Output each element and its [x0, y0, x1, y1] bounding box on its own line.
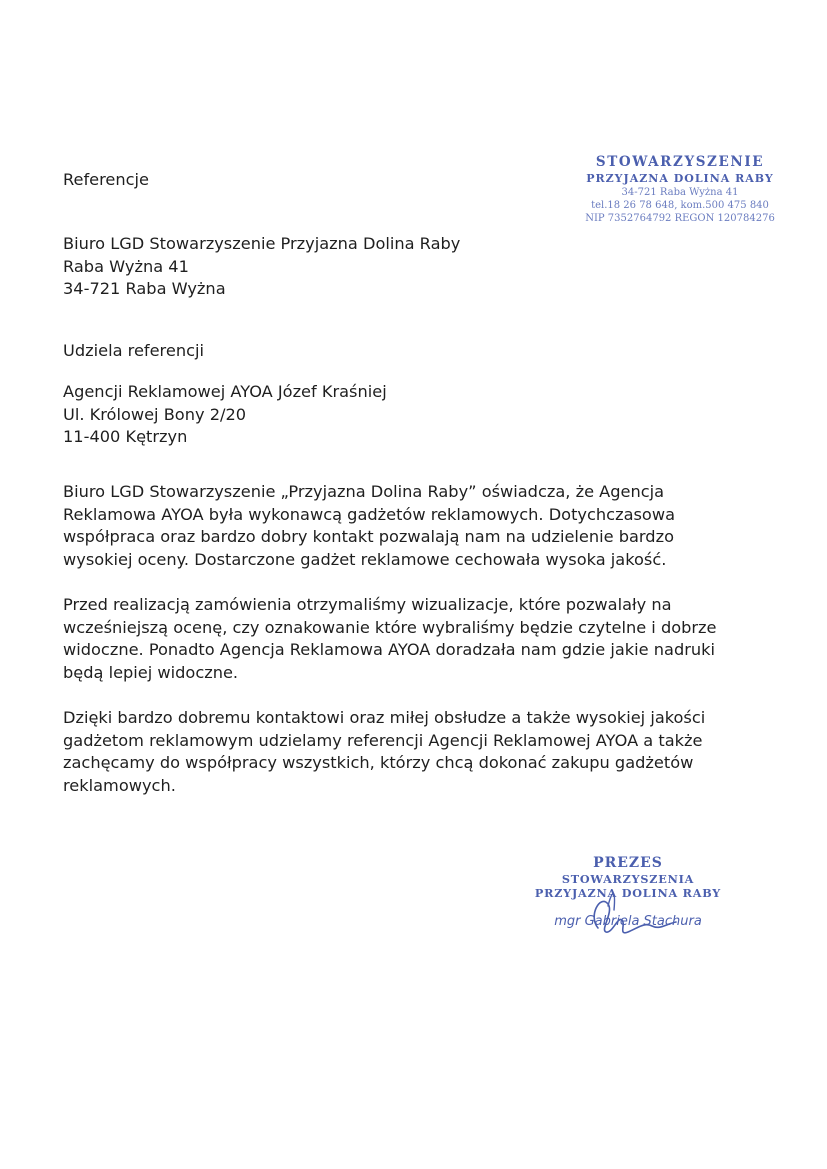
- document-title: Referencje: [63, 170, 150, 189]
- paragraph-line: współpraca oraz bardzo dobry kontakt pozwalają nam na udzielenie bardzo: [63, 527, 674, 546]
- stamp-line-3: 34-721 Raba Wyżna 41: [621, 187, 739, 198]
- recipient-city: 11-400 Kętrzyn: [63, 427, 188, 446]
- recipient-street: Ul. Królowej Bony 2/20: [63, 404, 247, 424]
- paragraph-line: zachęcamy do współpracy wszystkich, którzy chcą dokonać zakupu gadżetów: [63, 753, 694, 772]
- paragraph-1: [63, 481, 723, 571]
- issuer-city: 34-721 Raba Wyżna: [63, 279, 226, 298]
- stamp-line-5: NIP 7352764792 REGON 120784276: [585, 213, 775, 224]
- stamp-line-1: STOWARZYSZENIE: [595, 154, 765, 170]
- paragraph-line: gadżetom reklamowym udzielamy referencji Agencji Reklamowej AYOA a także: [63, 730, 703, 750]
- organization-stamp: [563, 154, 797, 225]
- paragraph-line: Reklamowa AYOA była wykonawcą gadżetów reklamowych. Dotychczasowa: [63, 504, 675, 524]
- paragraph-line: wysokiej oceny. Dostarczone gadżet reklamowe cechowała wysoka jakość.: [63, 549, 667, 569]
- president-name: mgr Gabriela Stachura: [554, 914, 702, 929]
- paragraph-line: Dzięki bardzo dobremu kontaktowi oraz miłej obsłudze a także wysokiej jakości: [63, 708, 706, 727]
- paragraph-2: [63, 594, 723, 684]
- stamp-line-4: tel.18 26 78 648, kom.500 475 840: [591, 200, 769, 211]
- issuer-block: [63, 233, 460, 301]
- president-title: PREZES: [593, 855, 663, 871]
- issuer-name: Biuro LGD Stowarzyszenie Przyjazna Dolina Raby: [63, 234, 461, 253]
- president-stamp-line-2: PRZYJAZNA DOLINA RABY: [534, 886, 722, 900]
- stamp-line-2: PRZYJAZNA DOLINA RABY: [586, 172, 774, 185]
- handwritten-signature: [578, 886, 688, 946]
- paragraph-3: [63, 707, 723, 797]
- paragraph-line: reklamowych.: [63, 775, 176, 795]
- paragraph-line: będą lepiej widoczne.: [63, 662, 239, 682]
- recipient-block: [63, 381, 387, 449]
- issuer-street: Raba Wyżna 41: [63, 256, 189, 276]
- grant-label: Udziela referencji: [63, 341, 204, 360]
- paragraph-line: wcześniejszą ocenę, czy oznakowanie które wybraliśmy będzie czytelne i dobrze: [63, 617, 717, 637]
- president-stamp-line-1: STOWARZYSZENIA: [561, 872, 695, 886]
- paragraph-line: Przed realizacją zamówienia otrzymaliśmy wizualizacje, które pozwalały na: [63, 595, 672, 614]
- paragraph-line: widoczne. Ponadto Agencja Reklamowa AYOA doradzała nam gdzie jakie nadruki: [63, 640, 716, 659]
- paragraph-line: Biuro LGD Stowarzyszenie „Przyjazna Dolina Raby” oświadcza, że Agencja: [63, 482, 665, 501]
- recipient-name: Agencji Reklamowej AYOA Józef Kraśniej: [63, 382, 387, 401]
